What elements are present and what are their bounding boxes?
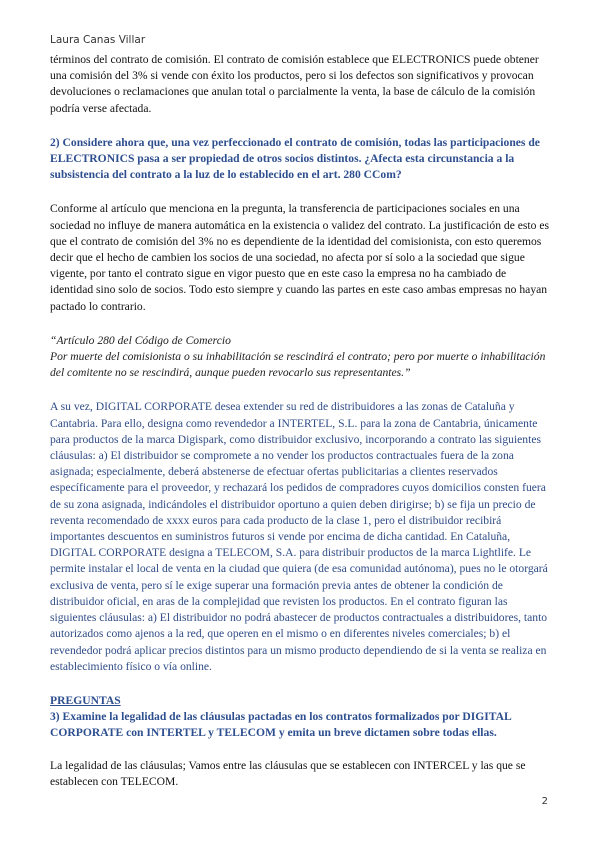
paragraph-commission-terms: términos del contrato de comisión. El contrato de comisión establece que ELECTRONICS puede obtener una comisión del 3% si vende con éxito los productos, pero si los defectos son significativos y provocan devoluciones o reclamaciones que anulan total o parcialmente la venta, la base de cálculo de la comisión podría verse afectada. <box>50 53 539 115</box>
section-heading-preguntas: PREGUNTAS <box>50 693 121 707</box>
quote-text: Por muerte del comisionista o su inhabilitación se rescindirá el contrato; pero por muerte o inhabilitación del comitente no se rescindirá, aunque pueden revocarlo sus representantes.” <box>50 350 546 380</box>
case-statement: A su vez, DIGITAL CORPORATE desea extender su red de distribuidores a las zonas de Cataluña y Cantabria. Para ello, designa como revendedor a INTERTEL, S.L. para la zona de Cantabria, únicamente para productos de la marca Digispark, como distribuidor exclusivo, incorporando a contrato las siguientes cláusulas: a) El distribuidor se compromete a no vender los productos contractuales fuera de la zona asignada; especialmente, deberá abstenerse de efectuar ofertas publicitarias a clientes reservados específicamente para el proveedor, y rechazará los pedidos de compradores cuyos domicilios consten fuera de su zona asignada, indicándoles el distribuidor oportuno a quien deben dirigirse; b) se fija un precio de reventa recomendado de xxxx euros para cada producto de la clase 1, pero el distribuidor recibirá importantes descuentos en suministros futuros si vende por encima de dicha cantidad. En Cataluña, DIGITAL CORPORATE designa a TELECOM, S.A. para distribuir productos de la marca Lightlife. Le permite instalar el local de venta en la ciudad que quiera (de esa comunidad autónoma), pues no le otorgará exclusiva de venta, pero sí le exige superar una formación previa antes de obtener la condición de distribuidor oficial, en aras de la complejidad que revisten los productos. En el contrato figuran las siguientes cláusulas: a) El distribuidor no podrá abastecer de productos contractuales a distribuidores, tanto autorizados como ajenos a la red, que operen en el mismo o en diferentes niveles comerciales; b) el revendedor podrá aplicar precios distintos para un mismo producto dependiendo de si la venta se realiza en establecimiento físico o vía online. <box>50 400 548 673</box>
answer-2: Conforme al artículo que menciona en la pregunta, la transferencia de participaciones sociales en una sociedad no influye de manera automática en la existencia o validez del contrato. La justificación de esto es que el contrato de comisión del 3% no es dependiente de la identidad del comisionista, con esto queremos decir que el hecho de cambien los socios de una sociedad, no afecta por sí solo a la sociedad que sigue vigente, por tanto el contrato sigue en vigor puesto que en este caso la empresa no ha cambiado de identidad sino solo de socios. Todo esto siempre y cuando las partes en este caso ambas empresas no hayan pactado lo contrario. <box>50 202 549 313</box>
page-content <box>50 52 550 790</box>
quote-title: “Artículo 280 del Código de Comercio <box>50 333 231 347</box>
answer-3: La legalidad de las cláusulas; Vamos entre las cláusulas que se establecen con INTERCEL y las que se establecen con TELECOM. <box>50 758 526 788</box>
page-number: 2 <box>541 796 548 807</box>
question-2: 2) Considere ahora que, una vez perfeccionado el contrato de comisión, todas las participaciones de ELECTRONICS pasa a ser propiedad de otros socios distintos. ¿Afecta esta circunstancia a la subsistencia del contrato a la luz de lo establecido en el art. 280 CCom? <box>50 135 540 182</box>
question-3: 3) Examine la legalidad de las cláusulas pactadas en los contratos formalizados por DIGITAL CORPORATE con INTERTEL y TELECOM y emita un breve dictamen sobre todas ellas. <box>50 710 512 740</box>
page-header-author: Laura Canas Villar <box>50 34 146 46</box>
